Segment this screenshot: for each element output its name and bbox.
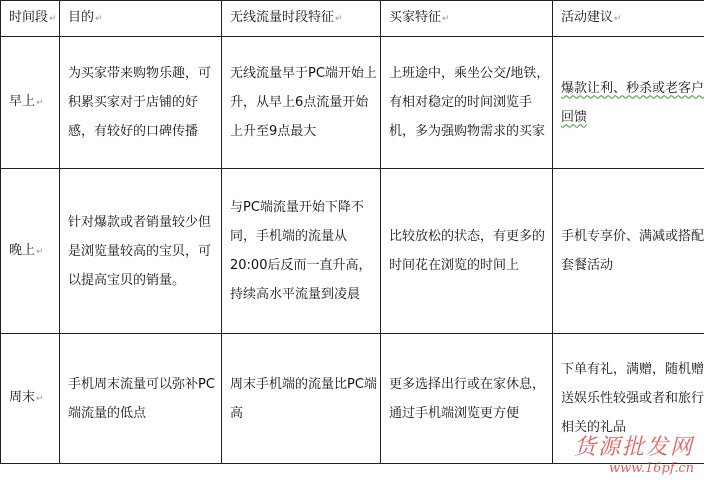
cell-suggestion: 下单有礼，满赠，随机赠送娱乐性较强或者和旅行相关的礼品 — [553, 334, 704, 464]
cell-buyer: 比较放松的状态，有更多的时间花在浏览的时间上 — [381, 169, 553, 334]
header-traffic: 无线流量时段特征↵ — [222, 1, 381, 37]
table-header-row — [1, 1, 704, 37]
cell-period: 周末↵ — [1, 334, 60, 464]
cell-suggestion: 爆款让利、秒杀或老客户回馈 — [553, 37, 704, 169]
cell-traffic: 周末手机端的流量比PC端高 — [222, 334, 381, 464]
header-period: 时间段↵ — [1, 1, 60, 37]
header-suggestion: 活动建议↵ — [553, 1, 704, 37]
cell-buyer: 更多选择出行或在家休息，通过手机端浏览更方便 — [381, 334, 553, 464]
cell-period: 晚上↵ — [1, 169, 60, 334]
cell-traffic: 无线流量早于PC端开始上升，从早上6点流量开始上升至9点最大 — [222, 37, 381, 169]
cell-period: 早上↵ — [1, 37, 60, 169]
table-row — [1, 169, 704, 334]
cell-suggestion: 手机专享价、满减或搭配套餐活动 — [553, 169, 704, 334]
cell-purpose: 针对爆款或者销量较少但是浏览量较高的宝贝，可以提高宝贝的销量。 — [60, 169, 222, 334]
cell-buyer: 上班途中，乘坐公交/地铁，有相对稳定的时间浏览手机，多为强购物需求的买家 — [381, 37, 553, 169]
table-row — [1, 334, 704, 464]
watermark-url: www.16pf.cn — [609, 461, 694, 476]
cell-purpose: 手机周末流量可以弥补PC端流量的低点 — [60, 334, 222, 464]
header-buyer: 买家特征↵ — [381, 1, 553, 37]
cell-purpose: 为买家带来购物乐趣，可积累买家对于店铺的好感，有较好的口碑传播 — [60, 37, 222, 169]
header-purpose: 目的↵ — [60, 1, 222, 37]
cell-traffic: 与PC端流量开始下降不同，手机端的流量从20:00后反而一直升高，持续高水平流量到凌晨 — [222, 169, 381, 334]
table-row — [1, 37, 704, 169]
watermark-text: 货源批发网 — [573, 435, 694, 460]
